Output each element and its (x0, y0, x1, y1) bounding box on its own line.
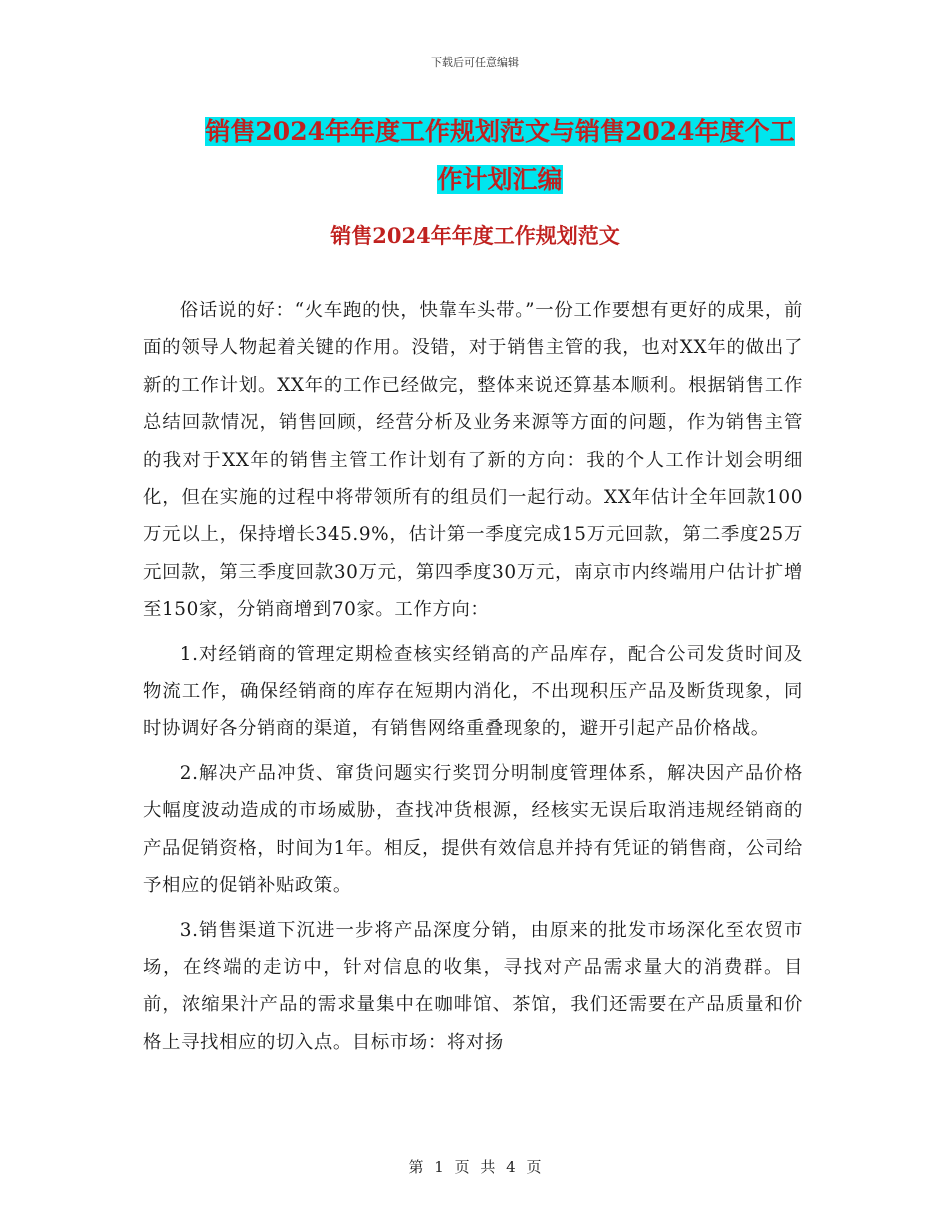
page-footer: 第 1 页 共 4 页 (408, 1158, 542, 1176)
document-title (150, 108, 850, 204)
section-title: 销售2024年年度工作规划范文 (330, 223, 620, 248)
header-note: 下载后可任意编辑 (431, 56, 519, 69)
document-title-line-1: 销售2024年年度工作规划范文与销售2024年度个工 (205, 117, 795, 146)
paragraph: 3.销售渠道下沉进一步将产品深度分销，由原来的批发市场深化至农贸市场，在终端的走访中，针对信息的收集，寻找对产品需求量大的消费群。目前，浓缩果汁产品的需求量集中在咖啡馆、茶馆，我们还需要在产品质量和价格上寻找相应的切入点。目标市场：将对扬 (143, 919, 803, 1053)
paragraph: 2.解决产品冲货、窜货问题实行奖罚分明制度管理体系，解决因产品价格大幅度波动造成的市场威胁，查找冲货根源，经核实无误后取消违规经销商的产品促销资格，时间为1年。相反，提供有效信息并持有凭证的销售商，公司给予相应的促销补贴政策。 (143, 762, 803, 897)
paragraph: 1.对经销商的管理定期检查核实经销高的产品库存，配合公司发货时间及物流工作，确保经销商的库存在短期内消化，不出现积压产品及断货现象，同时协调好各分销商的渠道，有销售网络重叠现象的，避开引起产品价格战。 (143, 643, 803, 740)
body-text (143, 292, 803, 1068)
document-title-line-2: 作计划汇编 (437, 165, 563, 194)
paragraph: 俗话说的好：“火车跑的快，快靠车头带。”一份工作要想有更好的成果，前面的领导人物起着关键的作用。没错，对于销售主管的我，也对XX年的做出了新的工作计划。XX年的工作已经做完，整体来说还算基本顺利。根据销售工作总结回款情况，销售回顾，经营分析及业务来源等方面的问题，作为销售主管的我对于XX年的销售主管工作计划有了新的方向：我的个人工作计划会明细化，但在实施的过程中将带领所有的组员们一起行动。XX年估计全年回款100万元以上，保持增长345.9%，估计第一季度完成15万元回款，第二季度25万元回款，第三季度回款30万元，第四季度30万元，南京市内终端用户估计扩增至150家，分销商增到70家。工作方向： (143, 300, 803, 621)
